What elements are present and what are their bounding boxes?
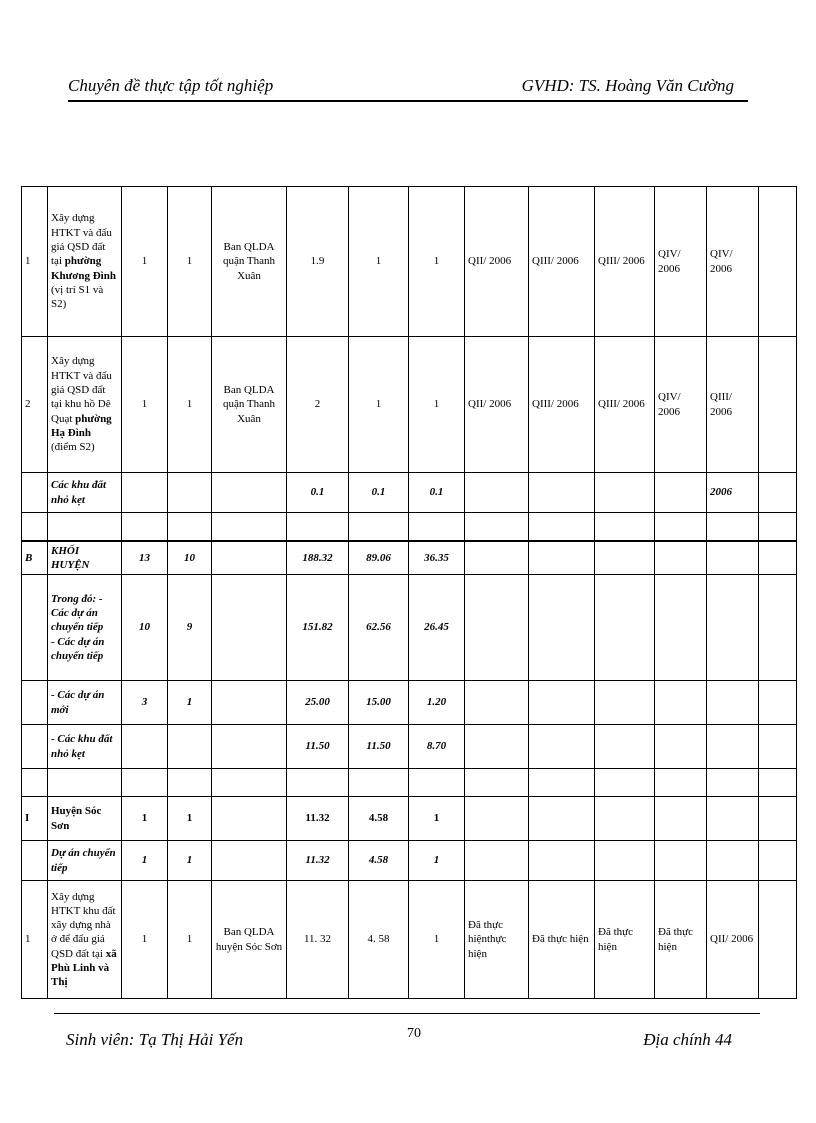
cell-extra [759, 681, 797, 725]
cell-count-1: 1 [122, 187, 168, 337]
cell-schedule-5 [707, 575, 759, 681]
cell-value-3: 1 [409, 187, 465, 337]
cell-value-3 [409, 769, 465, 797]
cell-schedule-3 [595, 513, 655, 541]
cell-stt [22, 769, 48, 797]
cell-value-2 [349, 769, 409, 797]
cell-schedule-1 [465, 769, 529, 797]
cell-extra [759, 473, 797, 513]
cell-owner [212, 841, 287, 881]
table-row [22, 725, 797, 769]
cell-owner: Ban QLDA quận Thanh Xuân [212, 337, 287, 473]
cell-project-name: Dự án chuyển tiếp [48, 841, 122, 881]
cell-value-2: 1 [349, 337, 409, 473]
cell-project-name: Các khu đất nhỏ kẹt [48, 473, 122, 513]
cell-extra [759, 841, 797, 881]
cell-count-2 [168, 473, 212, 513]
table-row [22, 187, 797, 337]
cell-value-2: 4. 58 [349, 881, 409, 999]
cell-value-1: 25.00 [287, 681, 349, 725]
cell-project-name [48, 513, 122, 541]
cell-schedule-5: QIII/ 2006 [707, 337, 759, 473]
cell-schedule-3 [595, 541, 655, 575]
cell-count-1 [122, 769, 168, 797]
cell-value-1: 188.32 [287, 541, 349, 575]
cell-extra [759, 513, 797, 541]
cell-count-1: 10 [122, 575, 168, 681]
footer-class: Địa chính 44 [643, 1030, 732, 1049]
cell-value-2: 11.50 [349, 725, 409, 769]
cell-owner: Ban QLDA huyện Sóc Sơn [212, 881, 287, 999]
cell-count-2: 1 [168, 797, 212, 841]
cell-value-3: 26.45 [409, 575, 465, 681]
table-row [22, 769, 797, 797]
table-row [22, 841, 797, 881]
table-row [22, 473, 797, 513]
cell-extra [759, 575, 797, 681]
cell-schedule-4 [655, 681, 707, 725]
cell-schedule-2: QIII/ 2006 [529, 187, 595, 337]
cell-count-1 [122, 473, 168, 513]
cell-count-1: 13 [122, 541, 168, 575]
cell-schedule-2 [529, 841, 595, 881]
cell-owner: Ban QLDA quận Thanh Xuân [212, 187, 287, 337]
cell-owner [212, 473, 287, 513]
page-number: 70 [407, 1026, 421, 1041]
cell-count-2: 1 [168, 337, 212, 473]
cell-schedule-3 [595, 681, 655, 725]
cell-project-name: Xây dựng HTKT và đấu giá QSD đất tại phường Khương Đình (vị trí S1 và S2) [48, 187, 122, 337]
cell-schedule-5: QIV/ 2006 [707, 187, 759, 337]
cell-project-name: Trong đó: - Các dự án chuyển tiếp - Các dự án chuyển tiếp [48, 575, 122, 681]
cell-owner [212, 769, 287, 797]
cell-schedule-2 [529, 725, 595, 769]
cell-count-1 [122, 513, 168, 541]
cell-schedule-4 [655, 541, 707, 575]
cell-value-1: 1.9 [287, 187, 349, 337]
page-header [68, 72, 748, 102]
cell-schedule-2: QIII/ 2006 [529, 337, 595, 473]
cell-value-3: 1 [409, 337, 465, 473]
cell-owner [212, 797, 287, 841]
cell-schedule-5: 2006 [707, 473, 759, 513]
cell-extra [759, 769, 797, 797]
cell-schedule-2: Đã thực hiện [529, 881, 595, 999]
cell-value-3: 1 [409, 841, 465, 881]
table-row [22, 575, 797, 681]
cell-schedule-4: Đã thực hiện [655, 881, 707, 999]
cell-stt [22, 575, 48, 681]
table-row [22, 541, 797, 575]
cell-stt [22, 513, 48, 541]
cell-count-2: 9 [168, 575, 212, 681]
table-row [22, 881, 797, 999]
table-row [22, 681, 797, 725]
cell-schedule-4 [655, 797, 707, 841]
cell-extra [759, 797, 797, 841]
cell-owner [212, 575, 287, 681]
cell-stt: B [22, 541, 48, 575]
cell-schedule-2 [529, 681, 595, 725]
cell-schedule-3 [595, 769, 655, 797]
cell-schedule-5 [707, 681, 759, 725]
cell-extra [759, 187, 797, 337]
cell-schedule-2 [529, 769, 595, 797]
cell-count-2: 1 [168, 881, 212, 999]
cell-value-3: 1 [409, 881, 465, 999]
cell-project-name: Xây dựng HTKT và đấu giá QSD đất tại khu hồ Dê Quạt phường Hạ Đình (điểm S2) [48, 337, 122, 473]
cell-schedule-2 [529, 797, 595, 841]
cell-stt [22, 681, 48, 725]
cell-stt: 2 [22, 337, 48, 473]
cell-value-1: 11.50 [287, 725, 349, 769]
table-row [22, 513, 797, 541]
cell-value-2: 4.58 [349, 797, 409, 841]
cell-stt [22, 473, 48, 513]
cell-schedule-1 [465, 725, 529, 769]
page-footer [54, 1013, 760, 1054]
cell-project-name: - Các khu đất nhỏ kẹt [48, 725, 122, 769]
cell-schedule-3: QIII/ 2006 [595, 187, 655, 337]
cell-extra [759, 725, 797, 769]
cell-schedule-4 [655, 841, 707, 881]
cell-value-3: 1.20 [409, 681, 465, 725]
cell-value-1: 151.82 [287, 575, 349, 681]
cell-schedule-4 [655, 575, 707, 681]
cell-schedule-3 [595, 725, 655, 769]
cell-schedule-5: QII/ 2006 [707, 881, 759, 999]
cell-count-2: 1 [168, 841, 212, 881]
cell-count-1: 1 [122, 337, 168, 473]
cell-schedule-1 [465, 513, 529, 541]
cell-count-1: 3 [122, 681, 168, 725]
cell-project-name [48, 769, 122, 797]
cell-count-1 [122, 725, 168, 769]
cell-value-2 [349, 513, 409, 541]
cell-value-3 [409, 513, 465, 541]
cell-count-2 [168, 725, 212, 769]
cell-owner [212, 541, 287, 575]
cell-schedule-5 [707, 513, 759, 541]
cell-count-2: 1 [168, 187, 212, 337]
cell-value-1: 11. 32 [287, 881, 349, 999]
cell-value-1: 2 [287, 337, 349, 473]
cell-schedule-3: Đã thực hiện [595, 881, 655, 999]
cell-value-2: 1 [349, 187, 409, 337]
cell-owner [212, 513, 287, 541]
cell-owner [212, 725, 287, 769]
cell-schedule-4 [655, 513, 707, 541]
cell-stt: I [22, 797, 48, 841]
cell-value-3: 8.70 [409, 725, 465, 769]
cell-value-3: 1 [409, 797, 465, 841]
cell-extra [759, 881, 797, 999]
cell-schedule-1: QII/ 2006 [465, 337, 529, 473]
project-table [21, 186, 797, 999]
cell-count-2 [168, 513, 212, 541]
cell-schedule-1: QII/ 2006 [465, 187, 529, 337]
cell-schedule-3 [595, 797, 655, 841]
cell-project-name: - Các dự án mới [48, 681, 122, 725]
cell-schedule-3: QIII/ 2006 [595, 337, 655, 473]
header-right-advisor: GVHD: TS. Hoàng Văn Cường [521, 76, 734, 95]
cell-value-2: 4.58 [349, 841, 409, 881]
cell-schedule-5 [707, 725, 759, 769]
cell-schedule-5 [707, 541, 759, 575]
cell-schedule-1: Đã thực hiệnthực hiện [465, 881, 529, 999]
cell-stt: 1 [22, 881, 48, 999]
cell-schedule-5 [707, 769, 759, 797]
cell-value-1: 11.32 [287, 841, 349, 881]
table-row [22, 337, 797, 473]
cell-value-2: 15.00 [349, 681, 409, 725]
cell-schedule-4 [655, 473, 707, 513]
cell-count-1: 1 [122, 881, 168, 999]
cell-schedule-1 [465, 575, 529, 681]
cell-owner [212, 681, 287, 725]
cell-stt [22, 841, 48, 881]
cell-value-2: 89.06 [349, 541, 409, 575]
cell-schedule-4 [655, 725, 707, 769]
cell-schedule-5 [707, 797, 759, 841]
cell-value-1 [287, 769, 349, 797]
header-left-title: Chuyên đề thực tập tốt nghiệp [68, 76, 274, 95]
cell-value-2: 0.1 [349, 473, 409, 513]
cell-schedule-2 [529, 513, 595, 541]
cell-project-name: KHỐI HUYỆN [48, 541, 122, 575]
cell-schedule-1 [465, 797, 529, 841]
cell-count-2: 10 [168, 541, 212, 575]
cell-project-name: Huyện Sóc Sơn [48, 797, 122, 841]
cell-schedule-1 [465, 681, 529, 725]
cell-schedule-1 [465, 473, 529, 513]
cell-count-2: 1 [168, 681, 212, 725]
cell-schedule-3 [595, 473, 655, 513]
cell-schedule-4: QIV/ 2006 [655, 337, 707, 473]
cell-value-1 [287, 513, 349, 541]
cell-value-3: 0.1 [409, 473, 465, 513]
cell-count-1: 1 [122, 797, 168, 841]
cell-schedule-4 [655, 769, 707, 797]
cell-project-name: Xây dựng HTKT khu đất xây dựng nhà ở để đấu giá QSD đất tại xã Phù Linh và Thị [48, 881, 122, 999]
table-row [22, 797, 797, 841]
footer-student: Sinh viên: Tạ Thị Hải Yến [66, 1030, 244, 1049]
cell-schedule-1 [465, 841, 529, 881]
cell-value-2: 62.56 [349, 575, 409, 681]
cell-value-3: 36.35 [409, 541, 465, 575]
cell-schedule-3 [595, 575, 655, 681]
cell-count-2 [168, 769, 212, 797]
cell-value-1: 11.32 [287, 797, 349, 841]
cell-extra [759, 337, 797, 473]
cell-schedule-4: QIV/ 2006 [655, 187, 707, 337]
cell-schedule-2 [529, 541, 595, 575]
cell-schedule-5 [707, 841, 759, 881]
cell-stt: 1 [22, 187, 48, 337]
cell-count-1: 1 [122, 841, 168, 881]
cell-schedule-1 [465, 541, 529, 575]
cell-extra [759, 541, 797, 575]
cell-value-1: 0.1 [287, 473, 349, 513]
cell-schedule-3 [595, 841, 655, 881]
cell-schedule-2 [529, 575, 595, 681]
cell-schedule-2 [529, 473, 595, 513]
cell-stt [22, 725, 48, 769]
